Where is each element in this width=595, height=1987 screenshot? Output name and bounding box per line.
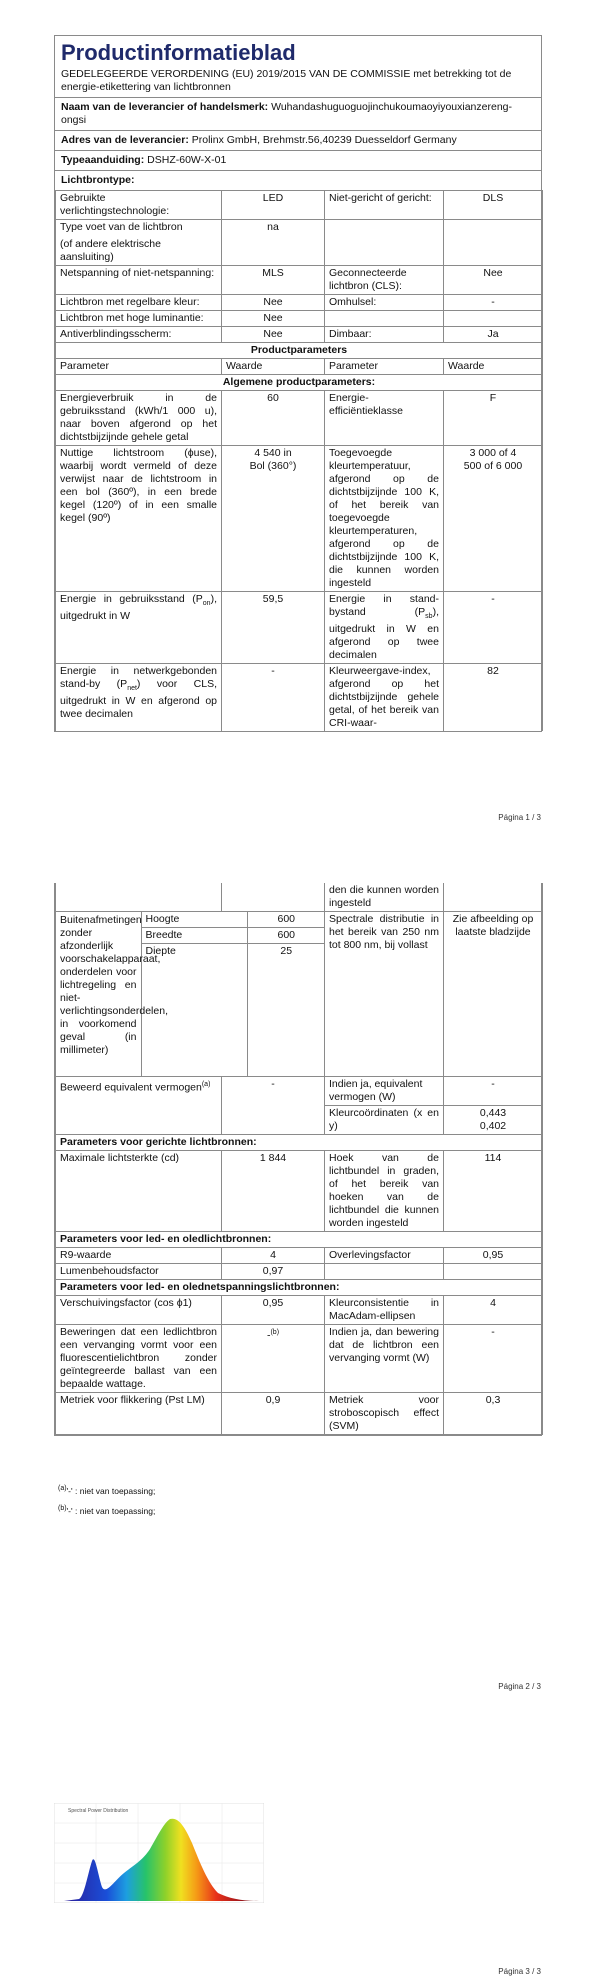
cell-label: Kleurweergave-index, afgerond op het dichtstbijzijnde gehele getal, of het bereik van CRI-waar- bbox=[325, 664, 444, 732]
cell-label: Lichtbron met regelbare kleur: bbox=[56, 295, 222, 311]
cell-value: 59,5 bbox=[222, 592, 325, 664]
cell-value: F bbox=[444, 391, 543, 446]
psb-label: Energie in stand-bystand (P bbox=[329, 593, 439, 618]
spectrum-caption: Spectral Power Distribution bbox=[68, 1808, 129, 1814]
cell-label: Verschuivingsfactor (cos ϕ1) bbox=[56, 1296, 222, 1325]
cell-label: Maximale lichtsterkte (cd) bbox=[56, 1151, 222, 1232]
cell-label: Kleurcoördinaten (x en y) bbox=[325, 1106, 444, 1135]
cell-label: Nuttige lichtstroom (ϕuse), waarbij wordt vermeld of deze verwijst naar de lichtstroom in een bol (360º), in een brede kegel (120º) of in een smalle kegel (90º) bbox=[56, 446, 222, 592]
supplier-name: Wuhandashuguoguojinchukoumaoyiyouxianzereng-ongsi bbox=[61, 101, 512, 126]
chroma-y: 0,402 bbox=[479, 1120, 507, 1132]
column-header: Parameter bbox=[56, 359, 222, 375]
footnote-b-sup: (b) bbox=[58, 1504, 67, 1512]
spectrum-image bbox=[54, 1803, 264, 1903]
page-title: Productinformatieblad bbox=[61, 40, 296, 65]
dimensions-label: Buitenafmetingen zonder afzonderlijk voorschakelapparaat, onderdelen voor lichtregeling en niet-verlichtingsonderdelen, in voorkomend geval (in millimeter) bbox=[56, 912, 141, 1076]
cell-value: - bbox=[444, 592, 543, 664]
cell-value: - bbox=[444, 1077, 543, 1106]
cct-value-line2: 500 of 6 000 bbox=[463, 460, 523, 472]
cct-value-line1: 3 000 of 4 bbox=[469, 447, 517, 459]
replace-sup: (b) bbox=[270, 1329, 280, 1336]
cell-value: - bbox=[444, 1325, 543, 1393]
chroma-x: 0,443 bbox=[479, 1107, 507, 1119]
cell-value: MLS bbox=[222, 266, 325, 295]
cell-value: 0,9 bbox=[222, 1393, 325, 1435]
cell-value: 82 bbox=[444, 664, 543, 732]
cell-label: Spectrale distributie in het bereik van 250 nm tot 800 nm, bij vollast bbox=[325, 912, 444, 1077]
pon-label: Energie in gebruiksstand (P bbox=[60, 593, 203, 605]
page-number-1: Página 1 / 3 bbox=[498, 813, 541, 822]
flux-value-line1: 4 540 in bbox=[254, 447, 292, 459]
section-heading: Parameters voor gerichte lichtbronnen: bbox=[56, 1135, 543, 1151]
flux-value-line2: Bol (360°) bbox=[249, 460, 297, 472]
width-label: Breedte bbox=[141, 928, 247, 944]
cell-label: Niet-gericht of gericht: bbox=[325, 191, 444, 220]
cell-label: Indien ja, dan bewering dat de lichtbron een vervanging vormt (W) bbox=[325, 1325, 444, 1393]
regulation-text: GEDELEGEERDE VERORDENING (EU) 2019/2015 VAN DE COMMISSIE met betrekking tot de energie-etikettering van lichtbronnen bbox=[55, 68, 541, 98]
cell-value: DLS bbox=[444, 191, 543, 220]
cell-label: Metriek voor flikkering (Pst LM) bbox=[56, 1393, 222, 1435]
supplier-address: Prolinx GmbH, Brehmstr.56,40239 Duesseldorf Germany bbox=[191, 134, 457, 146]
cell-label: Lumenbehoudsfactor bbox=[56, 1264, 222, 1280]
cell-label: Omhulsel: bbox=[325, 295, 444, 311]
cell-label: Energie-efficiëntieklasse bbox=[325, 391, 444, 446]
cell-value: Nee bbox=[222, 311, 325, 327]
claim-label: Beweerd equivalent vermogen bbox=[60, 1081, 202, 1094]
cell-label: Indien ja, equivalent vermogen (W) bbox=[325, 1077, 444, 1106]
width-value: 600 bbox=[247, 928, 325, 944]
pon-label-rest: ), uitgedrukt in W bbox=[60, 593, 217, 623]
column-header: Waarde bbox=[444, 359, 543, 375]
cell-label: R9-waarde bbox=[56, 1248, 222, 1264]
cell-label: den die kunnen worden ingesteld bbox=[325, 883, 444, 912]
cell-value: Zie afbeelding op laatste bladzijde bbox=[444, 912, 543, 1077]
depth-value: 25 bbox=[280, 945, 293, 957]
pnet-sub: net bbox=[127, 685, 137, 693]
column-header: Parameter bbox=[325, 359, 444, 375]
cell-value: Nee bbox=[444, 266, 543, 295]
cell-value: 0,3 bbox=[444, 1393, 543, 1435]
psb-label-rest: ), uitgedrukt in W en afgerond op twee decimalen bbox=[329, 606, 439, 662]
cap-label-line1: Type voet van de lichtbron bbox=[60, 221, 183, 233]
cell-value: 4 bbox=[222, 1248, 325, 1264]
cell-value: na bbox=[222, 220, 325, 266]
cell-label: Dimbaar: bbox=[325, 327, 444, 343]
model-label: Typeaanduiding: bbox=[61, 154, 145, 166]
cell-label: Antiverblindingsscherm: bbox=[56, 327, 222, 343]
depth-label: Diepte bbox=[141, 944, 247, 1077]
cell-value: LED bbox=[222, 191, 325, 220]
pon-sub: on bbox=[202, 600, 211, 608]
cell-value: Ja bbox=[444, 327, 543, 343]
cell-value: 0,95 bbox=[222, 1296, 325, 1325]
cell-value: 114 bbox=[444, 1151, 543, 1232]
cell-value: 60 bbox=[222, 391, 325, 446]
cell-label: Lichtbron met hoge luminantie: bbox=[56, 311, 222, 327]
cell-value: Nee bbox=[222, 327, 325, 343]
claim-sup: (a) bbox=[201, 1081, 211, 1088]
cell-label: Geconnecteerde lichtbron (CLS): bbox=[325, 266, 444, 295]
cell-value: 0,95 bbox=[444, 1248, 543, 1264]
section-heading: Parameters voor led- en olednetspanningslichtbronnen: bbox=[56, 1280, 543, 1296]
cell-label: Kleurconsistentie in MacAdam-ellipsen bbox=[325, 1296, 444, 1325]
cell-label: Toegevoegde kleurtemperatuur, afgerond op de dichtstbijzijnde 100 K, of het bereik van toegevoegde kleurtemperaturen, afgerond op de dichtstbijzijnde 100 K, die kunnen worden ingesteld bbox=[325, 446, 444, 592]
cell-label: Gebruikte verlichtingstechnologie: bbox=[56, 191, 222, 220]
footnote-a-text: '-' : niet van toepassing; bbox=[66, 1485, 156, 1496]
model-id: DSHZ-60W-X-01 bbox=[147, 154, 227, 166]
lightsource-type-label: Lichtbrontype: bbox=[61, 174, 135, 186]
footnote-b-text: '-' : niet van toepassing; bbox=[66, 1505, 156, 1516]
cell-value: 4 bbox=[444, 1296, 543, 1325]
psb-sub: sb bbox=[425, 613, 433, 621]
cell-value: 0,97 bbox=[222, 1264, 325, 1280]
section-heading: Productparameters bbox=[56, 343, 543, 359]
section-heading: Algemene productparameters: bbox=[56, 375, 543, 391]
cell-label: Beweringen dat een ledlichtbron een vervanging vormt voor een fluorescentielichtbron zonder geïntegreerde ballast van een bepaalde wattage. bbox=[56, 1325, 222, 1393]
cell-value: - bbox=[222, 1077, 325, 1135]
cell-label: Metriek voor stroboscopisch effect (SVM) bbox=[325, 1393, 444, 1435]
footnote-a-sup: (a) bbox=[58, 1485, 67, 1492]
cell-value: - bbox=[222, 664, 325, 732]
pnet-label: Energie in netwerkgebonden stand-by (P bbox=[60, 665, 217, 691]
supplier-address-label: Adres van de leverancier: bbox=[61, 134, 189, 146]
height-value: 600 bbox=[247, 912, 325, 928]
cap-label-line2: (of andere elektrische aansluiting) bbox=[60, 238, 161, 263]
cell-label: Netspanning of niet-netspanning: bbox=[56, 266, 222, 295]
page-number-2: Página 2 / 3 bbox=[498, 1682, 541, 1691]
cell-value: 1 844 bbox=[222, 1151, 325, 1232]
replace-value: - bbox=[266, 1329, 271, 1342]
cell-label: Overlevingsfactor bbox=[325, 1248, 444, 1264]
height-label: Hoogte bbox=[141, 912, 247, 928]
cell-value: - bbox=[444, 295, 543, 311]
cell-value: Nee bbox=[222, 295, 325, 311]
supplier-name-label: Naam van de leverancier of handelsmerk: bbox=[61, 101, 269, 113]
column-header: Waarde bbox=[222, 359, 325, 375]
cell-label: Energieverbruik in de gebruiksstand (kWh/1 000 u), naar boven afgerond op het dichtstbijzijnde gehele getal bbox=[56, 391, 222, 446]
pnet-label-rest: ) voor CLS, uitgedrukt in W en afgerond op twee decimalen bbox=[60, 678, 217, 721]
section-heading: Parameters voor led- en oledlichtbronnen: bbox=[56, 1232, 543, 1248]
cell-label: Hoek van de lichtbundel in graden, of het bereik van hoeken van de lichtbundel die kunnen worden ingesteld bbox=[325, 1151, 444, 1232]
page-number-3: Página 3 / 3 bbox=[498, 1967, 541, 1976]
